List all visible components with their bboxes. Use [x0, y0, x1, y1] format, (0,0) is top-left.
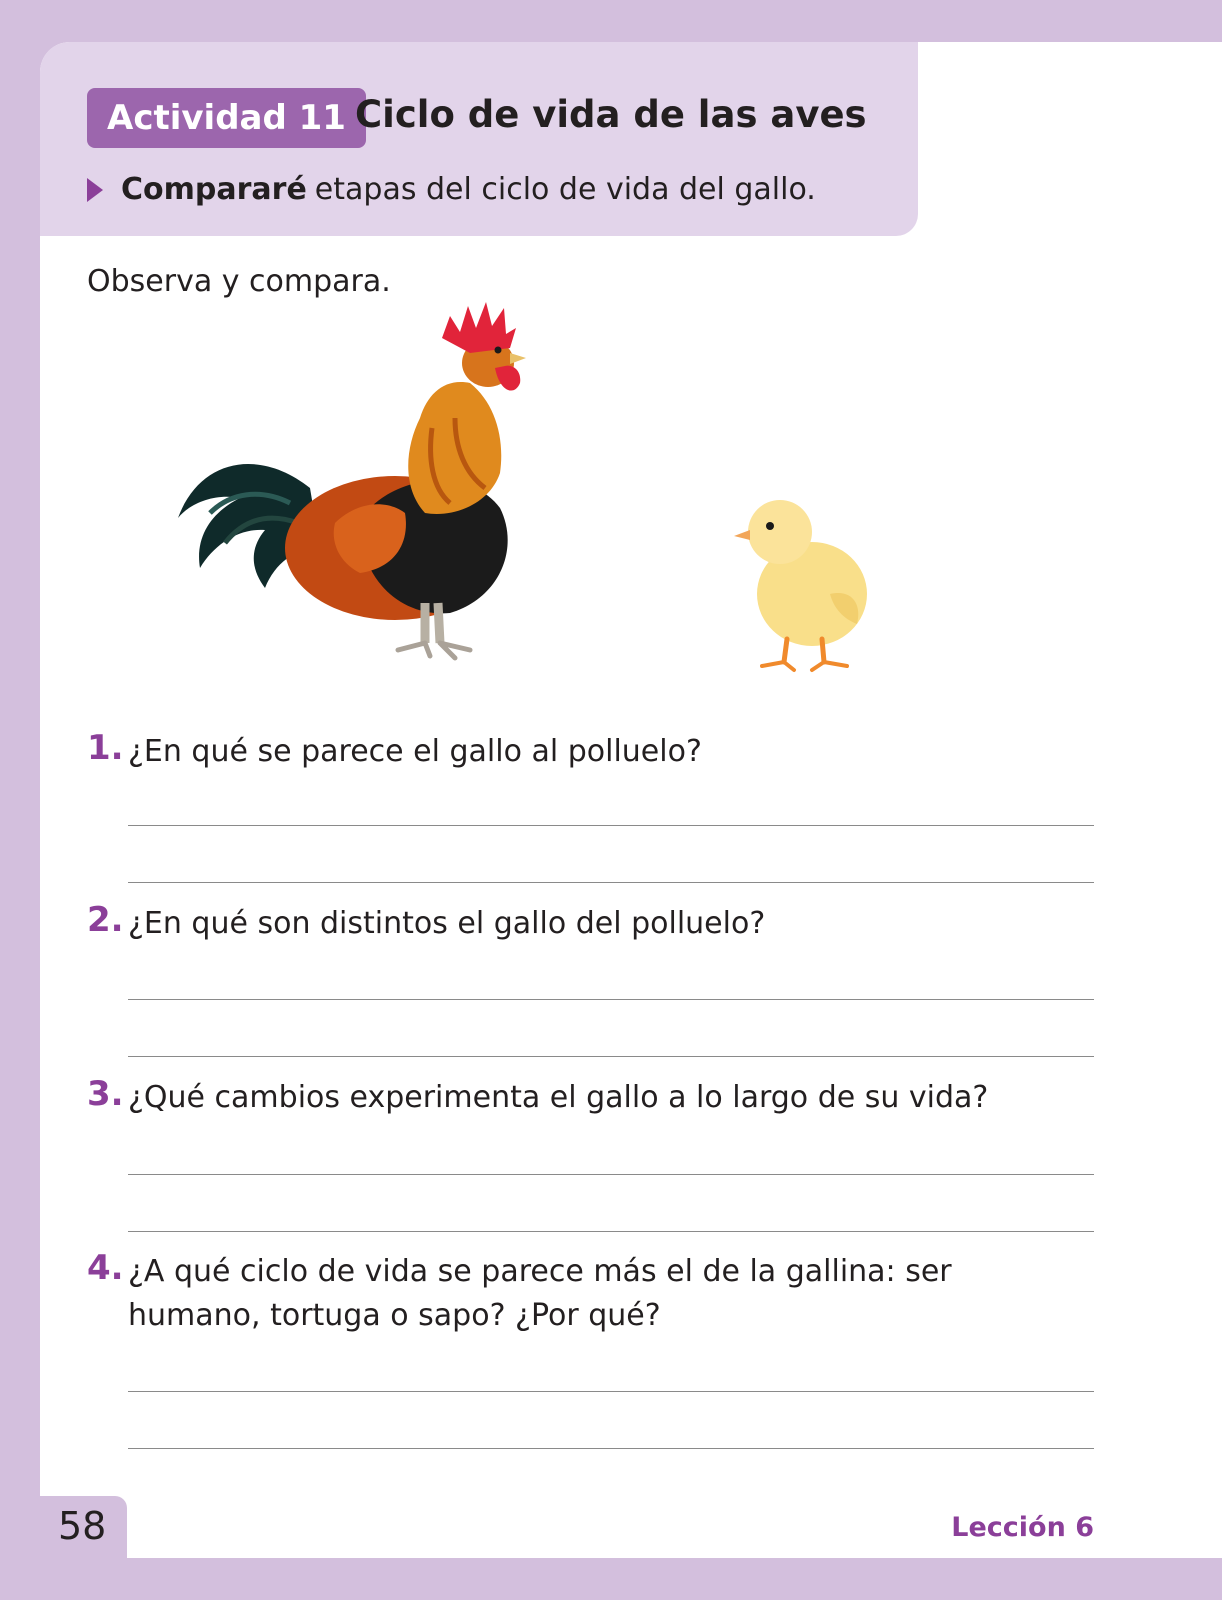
- question-text: ¿Qué cambios experimenta el gallo a lo largo de su vida?: [128, 1080, 989, 1115]
- question-number: 3.: [87, 1074, 124, 1114]
- page-number: 58: [58, 1504, 107, 1548]
- play-arrow-icon: [87, 178, 103, 202]
- activity-badge: Actividad 11: [87, 88, 366, 148]
- question-number: 2.: [87, 900, 124, 940]
- question-text: ¿A qué ciclo de vida se parece más el de la gallina: ser humano, tortuga o sapo? ¿Por qué?: [128, 1254, 952, 1333]
- answer-line-1a[interactable]: [128, 825, 1094, 826]
- answer-line-3b[interactable]: [128, 1231, 1094, 1232]
- answer-line-4b[interactable]: [128, 1448, 1094, 1449]
- objective: [87, 172, 816, 207]
- objective-verb: Compararé: [121, 172, 307, 207]
- rooster-image: [170, 298, 560, 680]
- answer-line-2a[interactable]: [128, 999, 1094, 1000]
- answer-line-2b[interactable]: [128, 1056, 1094, 1057]
- answer-line-4a[interactable]: [128, 1391, 1094, 1392]
- instruction: Observa y compara.: [87, 264, 391, 299]
- chick-image: [732, 484, 882, 674]
- lesson-label: Lección 6: [951, 1512, 1094, 1543]
- objective-text: etapas del ciclo de vida del gallo.: [314, 172, 816, 207]
- question-number: 4.: [87, 1248, 124, 1288]
- activity-title: Ciclo de vida de las aves: [355, 93, 867, 136]
- answer-line-3a[interactable]: [128, 1174, 1094, 1175]
- question-text: ¿En qué se parece el gallo al polluelo?: [128, 734, 702, 769]
- question-number: 1.: [87, 728, 124, 768]
- answer-line-1b[interactable]: [128, 882, 1094, 883]
- question-text: ¿En qué son distintos el gallo del polluelo?: [128, 906, 766, 941]
